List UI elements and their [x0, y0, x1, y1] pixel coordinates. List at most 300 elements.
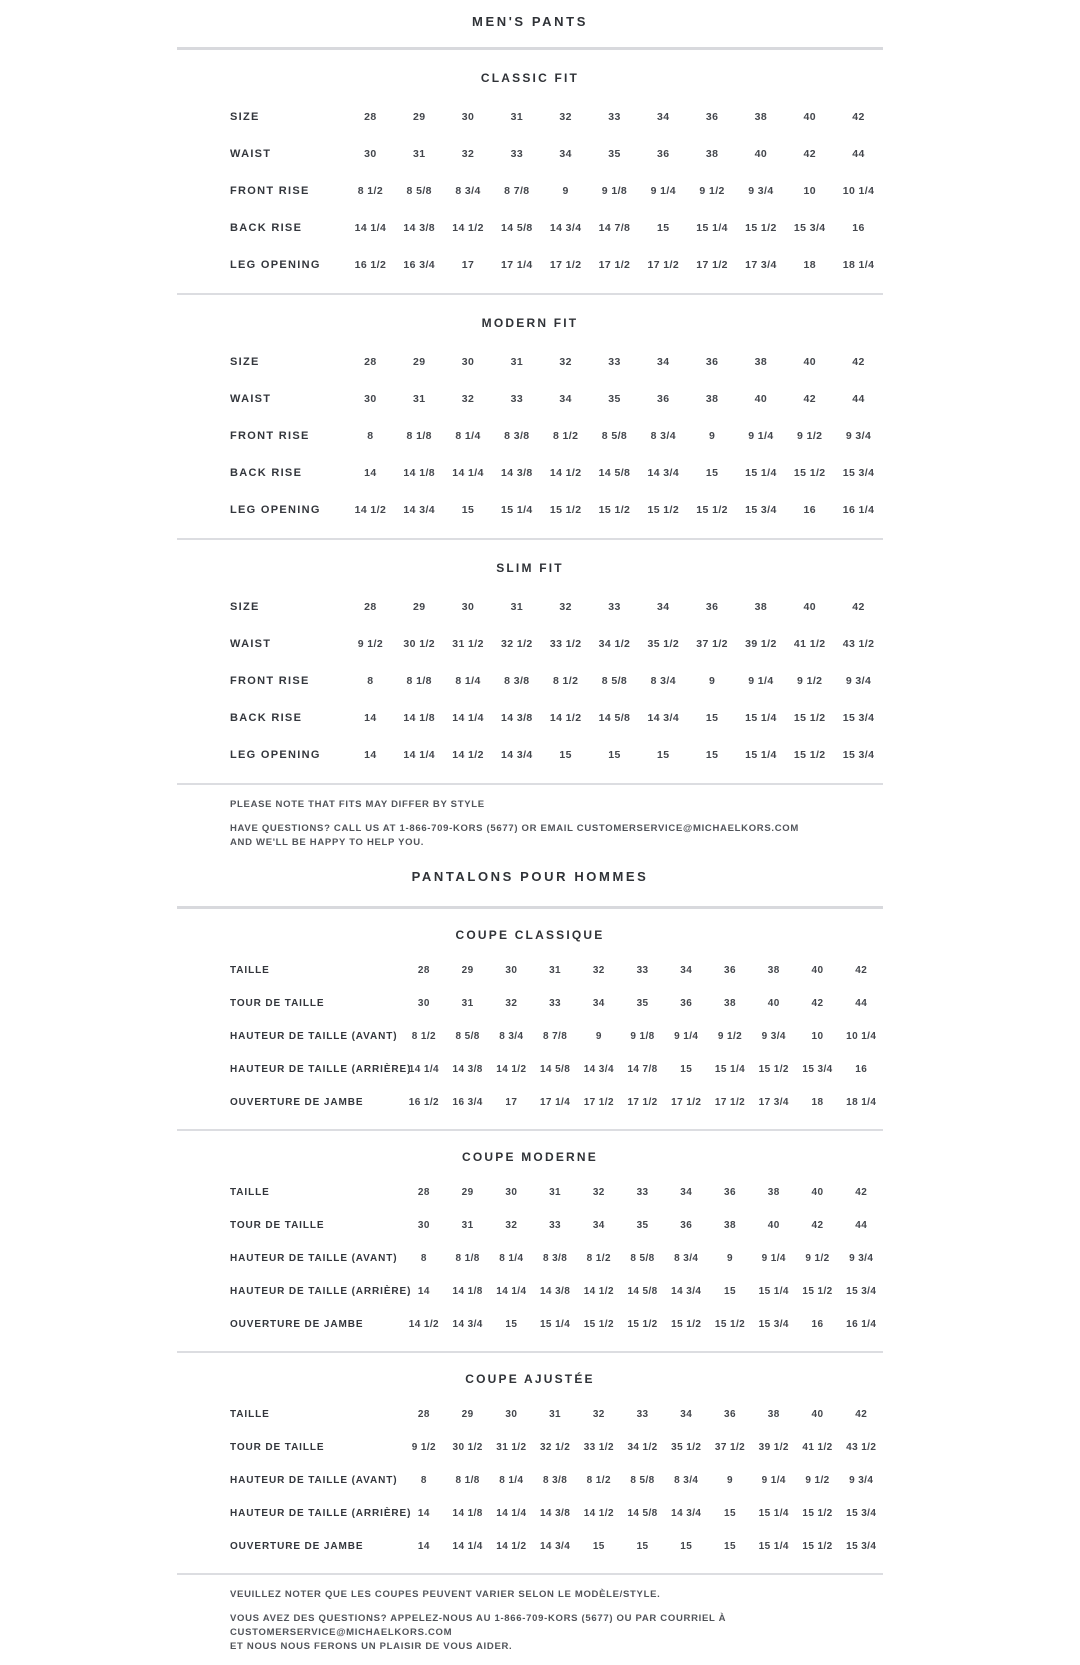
row-label: BACK RISE — [230, 711, 303, 724]
value-cell: 16 1/4 — [842, 503, 875, 516]
row-values — [346, 675, 883, 687]
value-cell: 15 — [461, 503, 475, 516]
value-cell: 14 1/2 — [583, 1286, 614, 1298]
value-cell: 17 1/2 — [627, 1097, 658, 1109]
value-cell: 15 — [657, 748, 670, 761]
row-label: HAUTEUR DE TAILLE (ARRIÈRE) — [230, 1064, 412, 1076]
value-cell: 36 — [657, 147, 670, 160]
value-cell: 28 — [364, 600, 377, 613]
value-cell: 15 — [636, 1541, 649, 1553]
value-cell: 28 — [417, 1409, 430, 1421]
value-cell: 14 1/2 — [496, 1541, 527, 1553]
page-title-en: MEN'S PANTS — [472, 14, 588, 29]
row-label: SIZE — [230, 355, 260, 368]
table-row — [177, 1497, 883, 1530]
value-cell: 10 — [811, 1031, 824, 1043]
value-cell: 42 — [852, 110, 865, 123]
row-values — [402, 1442, 883, 1453]
value-cell: 38 — [724, 1220, 736, 1232]
value-cell: 16 — [811, 1319, 824, 1331]
row-values — [402, 1187, 883, 1198]
contact-note-en — [230, 822, 883, 850]
value-cell: 8 3/8 — [542, 1475, 568, 1487]
value-cell: 33 — [608, 600, 621, 613]
value-cell: 15 — [724, 1541, 736, 1553]
row-label: BACK RISE — [230, 466, 303, 479]
table-row — [177, 1176, 883, 1209]
value-cell: 31 — [412, 147, 426, 160]
value-cell: 9 3/4 — [748, 184, 774, 197]
value-cell: 32 — [505, 998, 518, 1010]
value-cell: 15 3/4 — [846, 1541, 877, 1553]
value-cell: 14 1/8 — [452, 1286, 483, 1298]
value-cell: 14 3/4 — [583, 1064, 614, 1076]
value-cell: 38 — [767, 1187, 780, 1199]
value-cell: 16 — [803, 503, 816, 516]
value-cell: 33 — [608, 110, 621, 123]
value-cell: 31 — [510, 110, 524, 123]
value-cell: 14 3/4 — [501, 748, 533, 761]
value-cell: 8 3/4 — [499, 1031, 524, 1043]
value-cell: 8 5/8 — [455, 1031, 480, 1043]
row-label: WAIST — [230, 392, 272, 405]
value-cell: 15 1/4 — [758, 1508, 789, 1520]
value-cell: 36 — [705, 110, 719, 123]
value-cell: 14 5/8 — [501, 221, 533, 234]
value-cell: 9 1/4 — [748, 429, 774, 442]
value-cell: 15 — [680, 1541, 693, 1553]
value-cell: 30 — [461, 110, 475, 123]
value-cell: 38 — [705, 392, 719, 405]
value-cell: 8 5/8 — [630, 1253, 655, 1265]
table-row — [177, 380, 883, 417]
row-label: WAIST — [230, 637, 272, 650]
row-label: SIZE — [230, 600, 260, 613]
value-cell: 14 1/8 — [452, 1508, 483, 1520]
value-cell: 14 — [364, 748, 377, 761]
value-cell: 42 — [811, 1220, 824, 1232]
value-cell: 15 1/4 — [745, 748, 777, 761]
value-cell: 18 — [811, 1097, 824, 1109]
row-values — [402, 1097, 883, 1108]
row-values — [402, 1319, 883, 1330]
value-cell: 14 3/4 — [403, 503, 436, 516]
value-cell: 32 — [461, 392, 475, 405]
value-cell: 36 — [680, 998, 693, 1010]
row-values — [402, 1475, 883, 1486]
table-row — [177, 1020, 883, 1053]
value-cell: 15 — [680, 1064, 693, 1076]
value-cell: 36 — [705, 355, 719, 368]
value-cell: 14 7/8 — [598, 221, 631, 234]
section-title: MODERN FIT — [481, 316, 579, 330]
value-cell: 35 — [608, 392, 621, 405]
value-cell: 33 — [608, 355, 621, 368]
value-cell: 39 1/2 — [745, 637, 777, 650]
value-cell: 41 1/2 — [802, 1442, 833, 1454]
value-cell: 14 3/4 — [671, 1286, 702, 1298]
value-cell: 30 — [461, 600, 475, 613]
value-cell: 32 — [592, 1409, 605, 1421]
value-cell: 14 5/8 — [539, 1064, 571, 1076]
value-cell: 14 3/4 — [671, 1508, 702, 1520]
fit-note-en: PLEASE NOTE THAT FITS MAY DIFFER BY STYLE — [230, 799, 485, 810]
value-cell: 8 5/8 — [601, 429, 628, 442]
value-cell: 31 1/2 — [452, 637, 484, 650]
value-cell: 15 1/2 — [745, 221, 777, 234]
value-cell: 14 1/4 — [354, 221, 387, 234]
value-cell: 34 — [559, 147, 572, 160]
value-cell: 44 — [852, 147, 865, 160]
value-cell: 36 — [724, 1409, 736, 1421]
row-values — [346, 638, 883, 650]
table-row — [177, 343, 883, 380]
value-cell: 16 — [852, 221, 865, 234]
value-cell: 40 — [767, 1220, 780, 1232]
value-cell: 17 — [505, 1097, 518, 1109]
row-label: FRONT RISE — [230, 674, 310, 687]
row-values — [346, 504, 883, 516]
value-cell: 16 3/4 — [403, 258, 436, 271]
value-cell: 17 3/4 — [758, 1097, 789, 1109]
value-cell: 15 1/2 — [802, 1541, 833, 1553]
value-cell: 33 — [636, 1409, 649, 1421]
value-cell: 15 1/2 — [627, 1319, 658, 1331]
value-cell: 8 3/8 — [504, 429, 530, 442]
value-cell: 9 1/2 — [805, 1475, 830, 1487]
row-label: TAILLE — [230, 1409, 270, 1421]
value-cell: 39 1/2 — [758, 1442, 789, 1454]
value-cell: 42 — [803, 147, 816, 160]
value-cell: 34 — [592, 998, 605, 1010]
value-cell: 15 — [657, 221, 670, 234]
value-cell: 15 1/4 — [758, 1286, 789, 1298]
size-charts-fr — [177, 909, 883, 1575]
row-values — [402, 1409, 883, 1420]
value-cell: 14 3/4 — [539, 1541, 571, 1553]
value-cell: 17 1/2 — [671, 1097, 702, 1109]
section-title: SLIM FIT — [496, 561, 564, 575]
value-cell: 34 1/2 — [598, 637, 631, 650]
row-label: LEG OPENING — [230, 748, 321, 761]
value-cell: 14 5/8 — [598, 466, 631, 479]
value-cell: 42 — [803, 392, 816, 405]
value-cell: 30 1/2 — [452, 1442, 483, 1454]
value-cell: 30 — [505, 965, 518, 977]
value-cell: 40 — [811, 1409, 824, 1421]
value-cell: 34 — [657, 600, 670, 613]
value-cell: 42 — [855, 1187, 868, 1199]
row-label: FRONT RISE — [230, 429, 310, 442]
value-cell: 15 1/2 — [647, 503, 680, 516]
row-label: OUVERTURE DE JAMBE — [230, 1541, 364, 1553]
value-cell: 15 — [705, 466, 719, 479]
value-cell: 40 — [811, 965, 824, 977]
value-cell: 8 3/4 — [650, 674, 676, 687]
value-cell: 9 1/2 — [797, 429, 823, 442]
table-row — [177, 1209, 883, 1242]
value-cell: 14 1/2 — [354, 503, 387, 516]
value-cell: 32 — [559, 355, 572, 368]
value-cell: 15 1/2 — [714, 1319, 746, 1331]
value-cell: 41 1/2 — [793, 637, 826, 650]
row-values — [402, 1031, 883, 1042]
notes-en — [177, 785, 883, 861]
value-cell: 14 1/4 — [496, 1508, 527, 1520]
value-cell: 9 1/2 — [357, 637, 384, 650]
value-cell: 9 1/2 — [411, 1442, 436, 1454]
value-cell: 30 — [417, 998, 430, 1010]
value-cell: 14 1/8 — [403, 466, 436, 479]
value-cell: 17 1/2 — [583, 1097, 614, 1109]
value-cell: 14 1/2 — [549, 711, 582, 724]
row-values — [402, 1541, 883, 1552]
row-values — [346, 222, 883, 234]
table-row — [177, 98, 883, 135]
fit-section — [177, 540, 883, 783]
row-label: LEG OPENING — [230, 258, 321, 271]
value-cell: 8 5/8 — [630, 1475, 655, 1487]
row-label: HAUTEUR DE TAILLE (AVANT) — [230, 1253, 398, 1265]
value-cell: 16 3/4 — [452, 1097, 483, 1109]
table-row — [177, 1308, 883, 1341]
value-cell: 32 — [559, 110, 572, 123]
value-cell: 40 — [767, 998, 780, 1010]
value-cell: 15 1/2 — [793, 466, 826, 479]
value-cell: 14 1/4 — [408, 1064, 439, 1076]
row-values — [346, 148, 883, 160]
value-cell: 15 1/4 — [745, 711, 777, 724]
value-cell: 9 — [562, 184, 569, 197]
value-cell: 31 1/2 — [496, 1442, 527, 1454]
value-cell: 14 — [364, 466, 377, 479]
value-cell: 42 — [811, 998, 824, 1010]
row-values — [402, 1508, 883, 1519]
value-cell: 38 — [754, 110, 768, 123]
value-cell: 14 3/8 — [452, 1064, 483, 1076]
value-cell: 33 — [549, 998, 562, 1010]
table-row — [177, 1242, 883, 1275]
fit-section — [177, 1131, 883, 1351]
value-cell: 14 3/8 — [501, 711, 533, 724]
value-cell: 16 1/2 — [354, 258, 387, 271]
value-cell: 32 — [592, 1187, 605, 1199]
value-cell: 37 1/2 — [714, 1442, 746, 1454]
table-row — [177, 491, 883, 528]
value-cell: 36 — [724, 965, 736, 977]
value-cell: 9 1/2 — [805, 1253, 830, 1265]
value-cell: 14 1/4 — [452, 711, 484, 724]
value-cell: 14 1/8 — [403, 711, 436, 724]
row-values — [346, 467, 883, 479]
value-cell: 18 — [803, 258, 816, 271]
fit-note-fr: VEUILLEZ NOTER QUE LES COUPES PEUVENT VARIER SELON LE MODÈLE/STYLE. — [230, 1589, 661, 1601]
value-cell: 16 1/2 — [408, 1097, 439, 1109]
value-cell: 34 — [657, 355, 670, 368]
value-cell: 9 1/4 — [650, 184, 676, 197]
value-cell: 40 — [803, 600, 816, 613]
value-cell: 40 — [811, 1187, 824, 1199]
value-cell: 18 1/4 — [846, 1097, 877, 1109]
value-cell: 15 3/4 — [846, 1286, 877, 1298]
row-values — [402, 1286, 883, 1297]
value-cell: 15 3/4 — [758, 1319, 789, 1331]
value-cell: 31 — [461, 1220, 474, 1232]
value-cell: 33 — [510, 147, 524, 160]
value-cell: 8 1/2 — [552, 674, 579, 687]
value-cell: 15 1/2 — [802, 1508, 833, 1520]
value-cell: 15 1/4 — [714, 1064, 746, 1076]
value-cell: 15 1/2 — [598, 503, 631, 516]
value-cell: 36 — [705, 600, 719, 613]
value-cell: 40 — [803, 355, 816, 368]
value-cell: 17 1/2 — [549, 258, 582, 271]
value-cell: 14 1/4 — [452, 466, 484, 479]
row-values — [346, 430, 883, 442]
value-cell: 15 1/4 — [758, 1541, 789, 1553]
value-cell: 15 1/4 — [745, 466, 777, 479]
value-cell: 17 1/2 — [647, 258, 680, 271]
table-row — [177, 246, 883, 283]
value-cell: 8 1/4 — [455, 674, 481, 687]
row-label: OUVERTURE DE JAMBE — [230, 1319, 364, 1331]
row-values — [402, 1220, 883, 1231]
value-cell: 9 — [727, 1475, 733, 1487]
value-cell: 44 — [852, 392, 865, 405]
row-label: HAUTEUR DE TAILLE (ARRIÈRE) — [230, 1508, 412, 1520]
row-values — [346, 749, 883, 761]
value-cell: 32 1/2 — [539, 1442, 571, 1454]
value-cell: 14 7/8 — [627, 1064, 658, 1076]
page-title-fr: PANTALONS POUR HOMMES — [411, 869, 649, 885]
value-cell: 14 3/4 — [647, 711, 680, 724]
row-label: HAUTEUR DE TAILLE (AVANT) — [230, 1475, 398, 1487]
row-label: FRONT RISE — [230, 184, 310, 197]
value-cell: 8 3/8 — [542, 1253, 568, 1265]
value-cell: 29 — [412, 355, 426, 368]
value-cell: 28 — [364, 110, 377, 123]
table-row — [177, 1530, 883, 1563]
value-cell: 40 — [803, 110, 816, 123]
value-cell: 14 5/8 — [627, 1508, 658, 1520]
value-cell: 31 — [461, 998, 474, 1010]
value-cell: 35 1/2 — [647, 637, 680, 650]
value-cell: 33 — [636, 1187, 649, 1199]
value-cell: 8 7/8 — [542, 1031, 568, 1043]
value-cell: 9 3/4 — [845, 429, 872, 442]
value-cell: 38 — [754, 600, 768, 613]
value-cell: 38 — [705, 147, 719, 160]
value-cell: 15 1/4 — [501, 503, 533, 516]
value-cell: 9 1/2 — [797, 674, 823, 687]
value-cell: 8 3/4 — [674, 1475, 699, 1487]
row-label: LEG OPENING — [230, 503, 321, 516]
table-row — [177, 1053, 883, 1086]
value-cell: 9 3/4 — [845, 674, 872, 687]
row-label: TOUR DE TAILLE — [230, 1220, 325, 1232]
value-cell: 29 — [412, 600, 426, 613]
row-values — [346, 356, 883, 368]
value-cell: 31 — [549, 1187, 562, 1199]
value-cell: 42 — [855, 965, 868, 977]
value-cell: 36 — [680, 1220, 693, 1232]
value-cell: 44 — [855, 1220, 868, 1232]
value-cell: 9 1/8 — [630, 1031, 655, 1043]
row-values — [346, 393, 883, 405]
value-cell: 33 — [549, 1220, 562, 1232]
value-cell: 14 3/8 — [539, 1508, 571, 1520]
value-cell: 38 — [724, 998, 736, 1010]
table-row — [177, 209, 883, 246]
value-cell: 8 1/4 — [499, 1475, 524, 1487]
table-row — [177, 588, 883, 625]
value-cell: 32 — [559, 600, 572, 613]
section-title: CLASSIC FIT — [480, 71, 580, 85]
value-cell: 8 5/8 — [601, 674, 628, 687]
value-cell: 15 — [724, 1508, 736, 1520]
value-cell: 30 — [417, 1220, 430, 1232]
value-cell: 34 — [592, 1220, 605, 1232]
fit-section — [177, 50, 883, 293]
value-cell: 10 1/4 — [842, 184, 875, 197]
value-cell: 14 1/2 — [408, 1319, 439, 1331]
value-cell: 17 1/4 — [539, 1097, 571, 1109]
value-cell: 36 — [657, 392, 670, 405]
table-row — [177, 736, 883, 773]
value-cell: 30 — [364, 392, 377, 405]
value-cell: 14 1/4 — [496, 1286, 527, 1298]
row-values — [402, 1253, 883, 1264]
value-cell: 15 1/2 — [802, 1286, 833, 1298]
value-cell: 9 — [595, 1031, 602, 1043]
value-cell: 30 — [505, 1409, 518, 1421]
table-row — [177, 135, 883, 172]
value-cell: 15 3/4 — [842, 748, 875, 761]
value-cell: 28 — [417, 1187, 430, 1199]
value-cell: 9 3/4 — [849, 1253, 874, 1265]
value-cell: 17 1/2 — [696, 258, 728, 271]
contact-line-fr: ET NOUS NOUS FERONS UN PLAISIR DE VOUS AIDER. — [230, 1640, 513, 1652]
table-row — [177, 625, 883, 662]
value-cell: 8 1/2 — [586, 1253, 611, 1265]
size-charts-en — [177, 50, 883, 785]
value-cell: 17 1/2 — [714, 1097, 746, 1109]
value-cell: 14 — [417, 1508, 430, 1520]
value-cell: 14 1/2 — [452, 221, 484, 234]
contact-line-fr: VOUS AVEZ DES QUESTIONS? APPELEZ-NOUS AU 1-866-709-KORS (5677) OU PAR COURRIEL À CUSTOMERSERVICE@MICHAELKORS.COM — [230, 1613, 727, 1638]
value-cell: 28 — [417, 965, 430, 977]
value-cell: 17 3/4 — [745, 258, 777, 271]
value-cell: 8 5/8 — [406, 184, 432, 197]
value-cell: 8 3/4 — [650, 429, 676, 442]
value-cell: 42 — [852, 600, 865, 613]
value-cell: 15 — [559, 748, 572, 761]
value-cell: 38 — [754, 355, 768, 368]
contact-note-fr — [230, 1612, 883, 1653]
value-cell: 40 — [754, 147, 768, 160]
value-cell: 9 1/4 — [674, 1031, 699, 1043]
row-label: OUVERTURE DE JAMBE — [230, 1097, 364, 1109]
value-cell: 14 1/2 — [452, 748, 484, 761]
value-cell: 30 — [505, 1187, 518, 1199]
row-values — [346, 712, 883, 724]
value-cell: 17 — [461, 258, 475, 271]
value-cell: 28 — [364, 355, 377, 368]
value-cell: 35 — [636, 998, 649, 1010]
value-cell: 30 — [461, 355, 475, 368]
row-label: HAUTEUR DE TAILLE (AVANT) — [230, 1031, 398, 1043]
value-cell: 15 — [724, 1286, 736, 1298]
